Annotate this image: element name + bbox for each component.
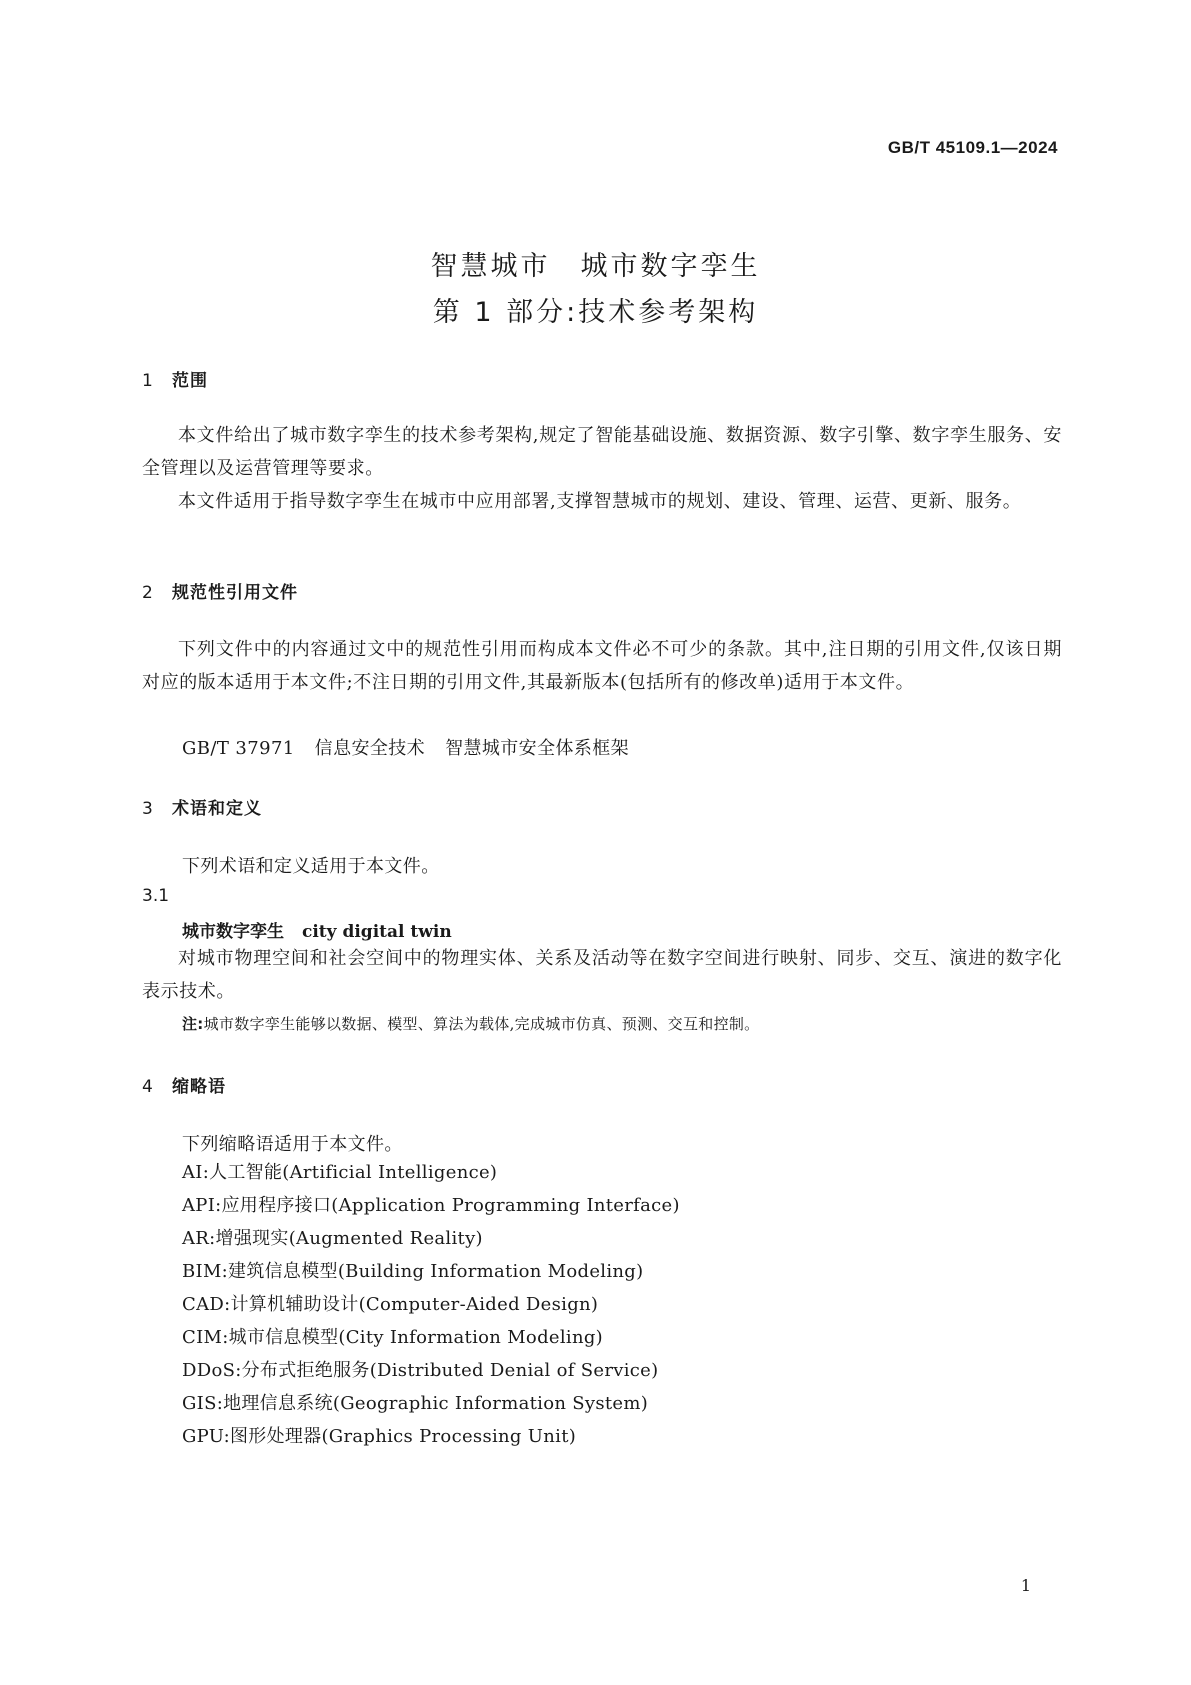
document-title-line1 <box>0 244 1191 283</box>
standard-number: GB/T 45109.1—2024 <box>887 138 1058 157</box>
section-3-intro: 下列术语和定义适用于本文件。 <box>182 856 440 877</box>
section-4-heading <box>142 1072 226 1097</box>
reference-code: GB/T 37971 <box>182 738 295 759</box>
note-text: 城市数字孪生能够以数据、模型、算法为载体,完成城市仿真、预测、交互和控制。 <box>203 1015 760 1033</box>
abbreviation-item: API:应用程序接口(Application Programming Interface) <box>182 1195 680 1216</box>
paragraph: 本文件给出了城市数字孪生的技术参考架构,规定了智能基础设施、数据资源、数字引擎、数字孪生服务、安全管理以及运营管理等要求。 <box>142 425 1062 479</box>
section-title: 术语和定义 <box>172 799 262 819</box>
section-number: 1 <box>142 371 154 391</box>
title-part-a: 智慧城市 <box>430 251 551 282</box>
abbreviation-item: GIS:地理信息系统(Geographic Information System) <box>182 1393 649 1414</box>
term-name-en: city digital twin <box>302 922 452 942</box>
term-name-cn: 城市数字孪生 <box>182 922 284 942</box>
term-entry <box>182 917 452 942</box>
section-number: 4 <box>142 1077 154 1097</box>
abbreviation-item: BIM:建筑信息模型(Building Information Modeling) <box>182 1261 644 1282</box>
abbreviation-item: AI:人工智能(Artificial Intelligence) <box>182 1162 498 1183</box>
section-1-heading <box>142 366 208 391</box>
paragraph: 对城市物理空间和社会空间中的物理实体、关系及活动等在数字空间进行映射、同步、交互、演进的数字化表示技术。 <box>142 948 1062 1002</box>
abbreviation-item: AR:增强现实(Augmented Reality) <box>182 1228 483 1249</box>
term-definition <box>142 942 1062 1008</box>
document-title-line2: 第 1 部分:技术参考架构 <box>432 297 759 328</box>
reference-title-a: 信息安全技术 <box>314 738 426 759</box>
section-title: 规范性引用文件 <box>172 583 298 603</box>
paragraph: 下列文件中的内容通过文中的规范性引用而构成本文件必不可少的条款。其中,注日期的引用文件,仅该日期对应的版本适用于本文件;不注日期的引用文件,其最新版本(包括所有的修改单)适用于本文件。 <box>142 639 1062 693</box>
section-title: 范围 <box>172 371 208 391</box>
section-title: 缩略语 <box>172 1077 226 1097</box>
abbreviation-item: GPU:图形处理器(Graphics Processing Unit) <box>182 1426 577 1447</box>
abbreviation-item: CAD:计算机辅助设计(Computer-Aided Design) <box>182 1294 599 1315</box>
term-number: 3.1 <box>142 886 170 906</box>
section-number: 2 <box>142 583 154 603</box>
normative-reference <box>182 734 629 760</box>
section-4-intro: 下列缩略语适用于本文件。 <box>182 1134 403 1155</box>
section-2-body <box>142 633 1062 699</box>
section-3-heading <box>142 794 262 819</box>
reference-title-b: 智慧城市安全体系框架 <box>445 738 630 759</box>
section-2-heading <box>142 578 298 603</box>
term-note <box>182 1013 759 1034</box>
abbreviation-list <box>182 1156 680 1453</box>
paragraph: 本文件适用于指导数字孪生在城市中应用部署,支撑智慧城市的规划、建设、管理、运营、更新、服务。 <box>178 491 1022 512</box>
abbreviation-item: DDoS:分布式拒绝服务(Distributed Denial of Service) <box>182 1360 659 1381</box>
title-part-b: 城市数字孪生 <box>580 251 761 282</box>
section-1-body <box>142 419 1062 518</box>
page-number: 1 <box>1020 1576 1031 1595</box>
note-label: 注: <box>182 1015 204 1033</box>
section-number: 3 <box>142 799 154 819</box>
abbreviation-item: CIM:城市信息模型(City Information Modeling) <box>182 1327 603 1348</box>
